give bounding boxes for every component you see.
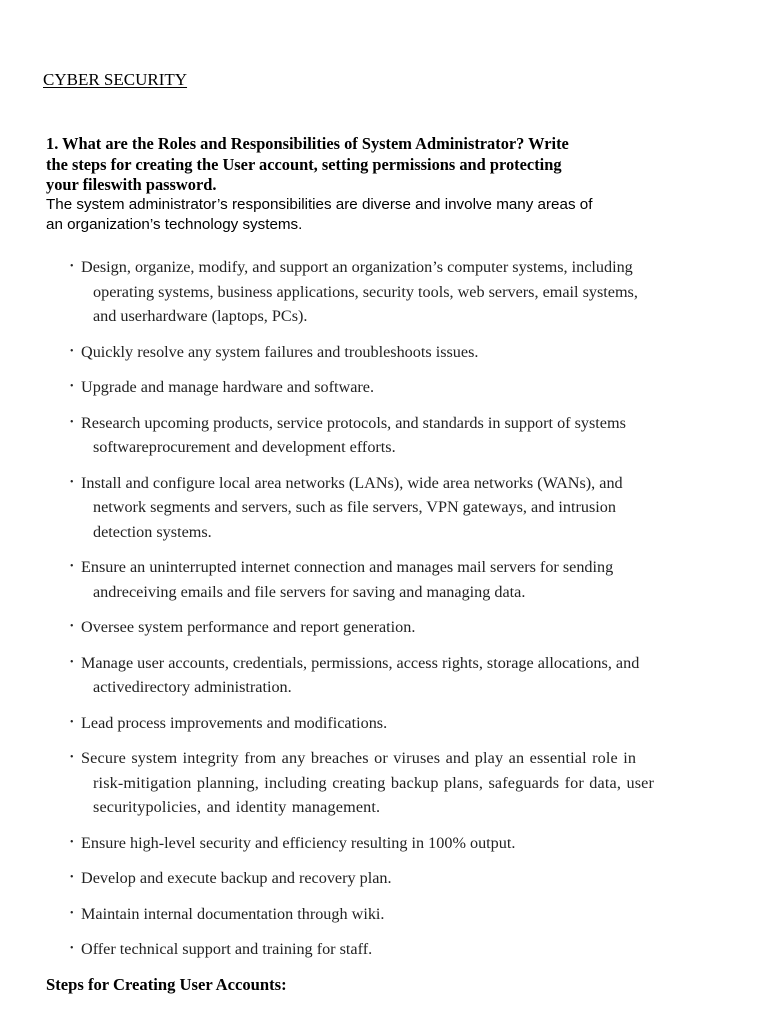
list-item <box>70 615 720 640</box>
list-item-text: Manage user accounts, credentials, permissions, access rights, storage allocations, and activedirectory administration. <box>81 653 640 696</box>
list-item-text: Secure system integrity from any breaches or viruses and play an essential role in risk-mitigation planning, including creating backup plans, safeguards for data, user securitypolicies, and identity management. <box>81 749 655 816</box>
list-item-text: Offer technical support and training for staff. <box>81 940 373 958</box>
list-item <box>70 555 720 604</box>
steps-heading: Steps for Creating User Accounts: <box>46 975 287 994</box>
list-item-text: Ensure an uninterrupted internet connection and manages mail servers for sending andreceiving emails and file servers for saving and managing data. <box>81 558 614 601</box>
list-item-text: Design, organize, modify, and support an organization’s computer systems, including operating systems, business applications, security tools, web servers, email systems, and userhardware (laptops, PCs). <box>81 258 638 325</box>
list-item-text: Upgrade and manage hardware and software. <box>81 378 375 396</box>
list-item-text: Maintain internal documentation through wiki. <box>81 904 385 923</box>
list-item <box>70 711 720 736</box>
list-item-text: Ensure high-level security and efficiency resulting in 100% output. <box>81 833 516 852</box>
list-item <box>70 902 720 927</box>
bullet-icon: • <box>70 907 74 919</box>
list-item <box>70 866 720 891</box>
list-item <box>70 831 720 856</box>
bullet-icon: • <box>70 381 74 392</box>
bullet-icon: • <box>70 476 74 488</box>
list-item-text: Oversee system performance and report generation. <box>81 618 416 636</box>
bullet-icon: • <box>70 345 74 357</box>
responsibilities-list <box>70 255 720 973</box>
bullet-icon: • <box>70 656 74 668</box>
question-heading: 1. What are the Roles and Responsibilities of System Administrator? Write the steps for creating the User account, setting permissions and protecting your fileswith password. <box>46 134 569 194</box>
list-item <box>70 937 720 962</box>
list-item-text: Develop and execute backup and recovery plan. <box>81 869 392 887</box>
list-item-text: Quickly resolve any system failures and troubleshoots issues. <box>81 342 479 361</box>
bullet-icon: • <box>70 261 74 272</box>
list-item <box>70 255 720 329</box>
bullet-icon: • <box>70 561 74 572</box>
bullet-icon: • <box>70 752 74 763</box>
list-item <box>70 651 720 700</box>
bullet-icon: • <box>70 416 74 428</box>
list-item <box>70 746 720 820</box>
list-item-text: Lead process improvements and modifications. <box>81 713 388 732</box>
list-item-text: Research upcoming products, service protocols, and standards in support of systems softwareprocurement and development efforts. <box>81 413 626 456</box>
list-item-text: Install and configure local area networks (LANs), wide area networks (WANs), and network segments and servers, such as file servers, VPN gateways, and intrusion detection systems. <box>81 473 623 541</box>
bullet-icon: • <box>70 716 74 728</box>
bullet-icon: • <box>70 836 74 848</box>
bullet-icon: • <box>70 621 74 632</box>
bullet-icon: • <box>70 943 74 954</box>
intro-paragraph: The system administrator’s responsibilities are diverse and involve many areas of an organization’s technology systems. <box>46 196 593 233</box>
list-item <box>70 340 720 365</box>
list-item <box>70 375 720 400</box>
bullet-icon: • <box>70 872 74 883</box>
document-title: CYBER SECURITY <box>43 70 188 89</box>
list-item <box>70 471 720 545</box>
list-item <box>70 411 720 460</box>
